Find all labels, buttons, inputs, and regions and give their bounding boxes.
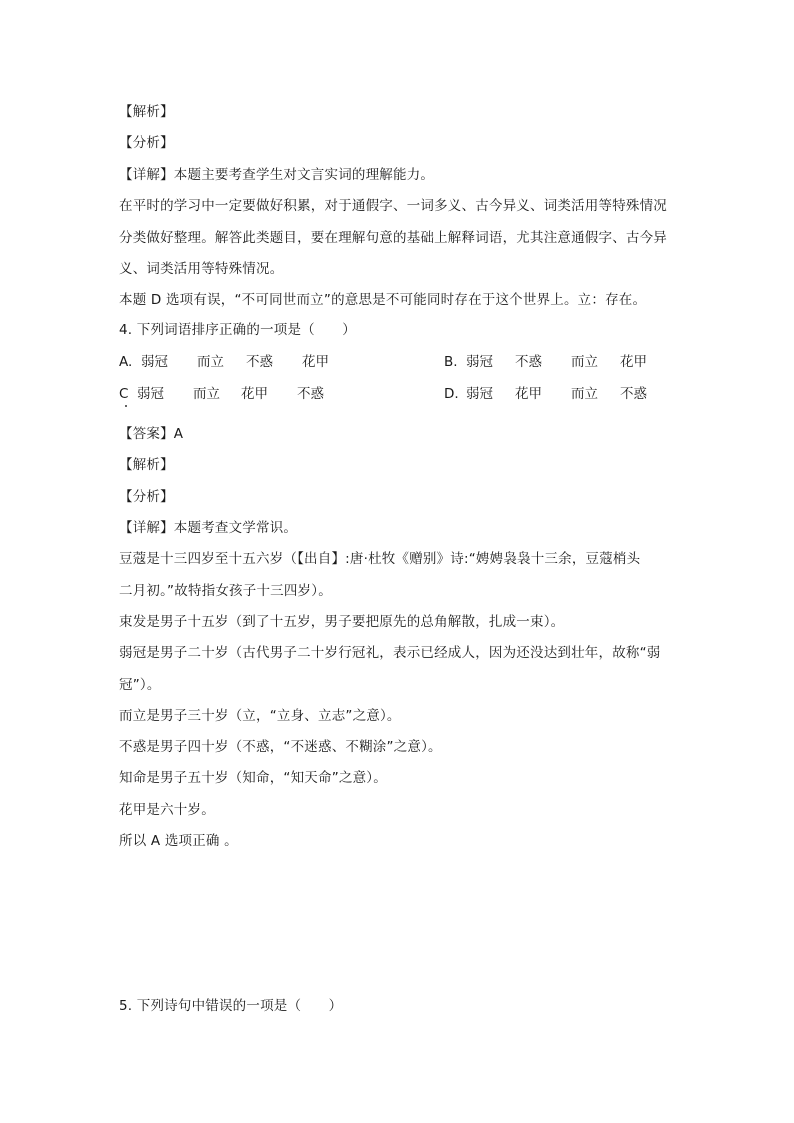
option-word: 不惑 bbox=[246, 354, 273, 370]
conclusion-text: 本题 D 选项有误，“不可同世而立”的意思是不可能同时存在于这个世界上。立：存在。 bbox=[119, 292, 647, 308]
question-stem: 5. 下列诗句中错误的一项是（ ） bbox=[119, 998, 343, 1014]
detailed-explanation: 【详解】本题考查文学常识。 bbox=[119, 520, 298, 536]
option-word: 弱冠 bbox=[137, 386, 164, 402]
explanation-text: 冠”）。 bbox=[119, 677, 161, 693]
analysis-heading: 【解析】 bbox=[119, 457, 174, 473]
option-label: C bbox=[119, 386, 129, 402]
explanation-text: 知命是男子五十岁（知命，“知天命”之意）。 bbox=[119, 770, 387, 786]
explanation-text: 而立是男子三十岁（立，“立身、立志”之意）。 bbox=[119, 708, 401, 724]
option-word: 而立 bbox=[193, 386, 220, 402]
answer-line: 【答案】A bbox=[119, 426, 184, 442]
option-word: 花甲 bbox=[302, 354, 329, 370]
explanation-text: 弱冠是男子二十岁（古代男子二十岁行冠礼，表示已经成人，因为还没达到壮年，故称“弱 bbox=[119, 645, 661, 661]
explanation-text: 义、词类活用等特殊情况。 bbox=[119, 261, 284, 277]
explanation-text: 花甲是六十岁。 bbox=[119, 802, 215, 818]
option-word: 不惑 bbox=[297, 386, 324, 402]
option-word: 弱冠 bbox=[466, 354, 493, 370]
option-word: 不惑 bbox=[515, 354, 542, 370]
explanation-text: 束发是男子十五岁（到了十五岁，男子要把原先的总角解散，扎成一束）。 bbox=[119, 614, 565, 630]
detailed-explanation: 【详解】本题主要考查学生对文言实词的理解能力。 bbox=[119, 167, 435, 183]
option-word: 花甲 bbox=[515, 386, 542, 402]
question-stem: 4. 下列词语排序正确的一项是（ ） bbox=[119, 322, 356, 338]
conclusion-text: 所以 A 选项正确 。 bbox=[119, 833, 238, 849]
explanation-text: 二月初。”故特指女孩子十三四岁）。 bbox=[119, 583, 332, 599]
explanation-text: 不惑是男子四十岁（不惑，“不迷惑、不糊涂”之意）。 bbox=[119, 739, 442, 755]
analysis-subheading: 【分析】 bbox=[119, 135, 174, 151]
option-word: 花甲 bbox=[620, 354, 647, 370]
analysis-heading: 【解析】 bbox=[119, 104, 174, 120]
option-label: D. bbox=[444, 386, 459, 402]
option-word: 而立 bbox=[571, 354, 598, 370]
stray-dot bbox=[125, 405, 127, 407]
analysis-subheading: 【分析】 bbox=[119, 489, 174, 505]
option-label: B. bbox=[444, 354, 458, 370]
explanation-text: 豆蔻是十三四岁至十五六岁（【出自】:唐·杜牧《赠别》诗:“娉娉袅袅十三余，豆蔻梢头 bbox=[119, 551, 641, 567]
option-word: 不惑 bbox=[620, 386, 647, 402]
option-word: 弱冠 bbox=[466, 386, 493, 402]
explanation-text: 在平时的学习中一定要做好积累，对于通假字、一词多义、古今异义、词类活用等特殊情况 bbox=[119, 198, 667, 214]
option-word: 花甲 bbox=[241, 386, 268, 402]
option-label: A. bbox=[119, 354, 133, 370]
option-word: 而立 bbox=[571, 386, 598, 402]
option-word: 而立 bbox=[197, 354, 224, 370]
explanation-text: 分类做好整理。解答此类题目，要在理解句意的基础上解释词语，尤其注意通假字、古今异 bbox=[119, 230, 667, 246]
option-word: 弱冠 bbox=[141, 354, 168, 370]
